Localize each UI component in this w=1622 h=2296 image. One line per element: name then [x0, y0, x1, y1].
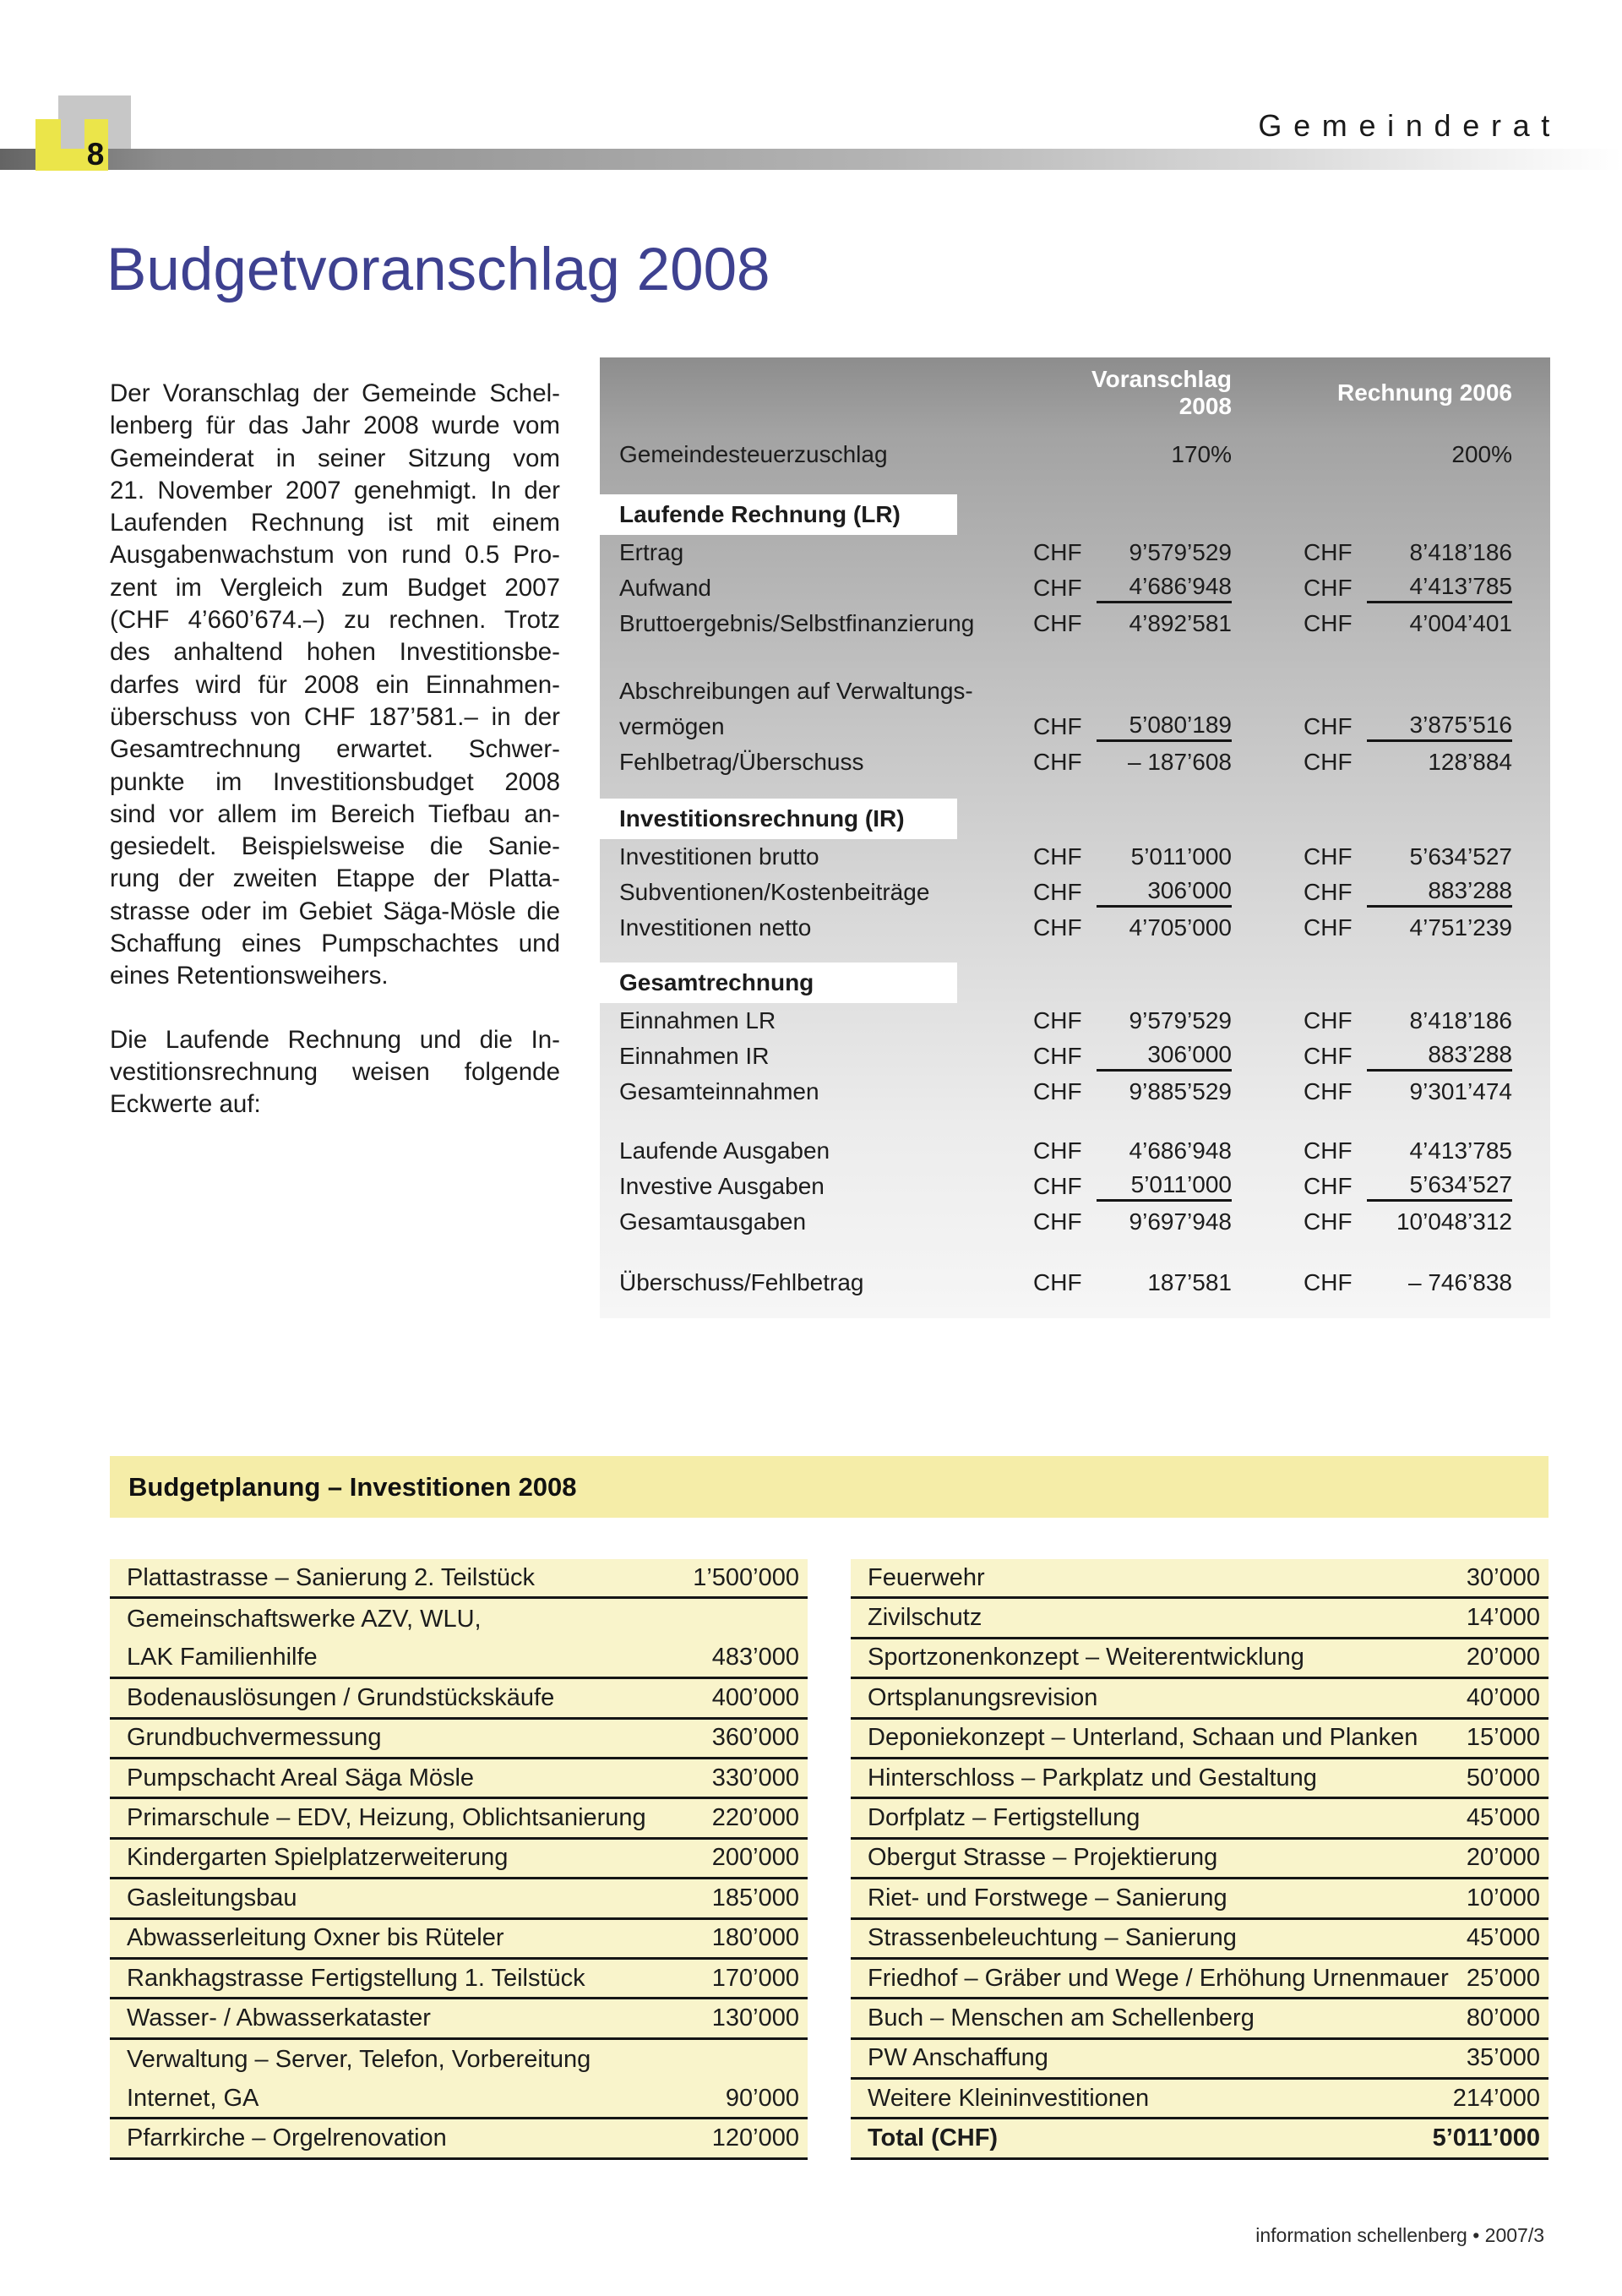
row-label: Subventionen/Kostenbeiträge	[619, 879, 930, 905]
col-header-voranschlag-2008: Voranschlag 2008	[1091, 366, 1232, 419]
row-label: Bruttoergebnis/Selbstfinanzierung	[619, 610, 975, 636]
row-value-2008: 4’686’948	[1129, 1137, 1232, 1164]
invest-row	[110, 2040, 808, 2120]
row-label: vermögen	[619, 713, 725, 739]
invest-value: 45’000	[1466, 1924, 1540, 1952]
row-label: Überschuss/Fehlbetrag	[619, 1269, 864, 1295]
row-value-2006: 200%	[1451, 441, 1512, 467]
budget-row	[619, 709, 1512, 744]
invest-row	[110, 1879, 808, 1919]
currency-label: CHF	[1304, 1043, 1353, 1069]
invest-value: 214’000	[1452, 2084, 1540, 2112]
body-line: Eckwerte auf:	[110, 1090, 261, 1119]
currency-label: CHF	[1033, 914, 1082, 941]
currency-label: CHF	[1304, 1269, 1353, 1295]
invest-row	[110, 1920, 808, 1960]
invest-label: Zivilschutz	[868, 1604, 982, 1632]
row-label: Einnahmen LR	[619, 1007, 776, 1033]
invest-row	[851, 1840, 1549, 1879]
currency-label: CHF	[1304, 713, 1353, 739]
row-label: Investitionen brutto	[619, 843, 819, 870]
col-header-rechnung-2006: Rechnung 2006	[1337, 379, 1512, 406]
invest-row	[851, 1999, 1549, 2039]
row-value-2006: 10’048’312	[1396, 1208, 1512, 1235]
budget-row	[619, 570, 1512, 606]
currency-label: CHF	[1033, 879, 1082, 905]
row-value-2006: 8’418’186	[1409, 539, 1512, 565]
body-line: gesiedelt. Beispielsweise die Sanie-	[110, 832, 560, 861]
body-line: Die Laufende Rechnung und die In-	[110, 1025, 560, 1054]
row-value-2006: 8’418’186	[1409, 1007, 1512, 1033]
budget-row	[619, 1133, 1512, 1169]
body-line: (CHF 4’660’674.–) zu rechnen. Trotz	[110, 606, 560, 635]
invest-value: 1’500’000	[693, 1563, 799, 1591]
currency-label: CHF	[1304, 749, 1353, 775]
intro-paragraph	[110, 378, 560, 993]
section-band: Laufende Rechnung (LR)	[600, 494, 957, 535]
invest-row	[851, 1599, 1549, 1639]
budget-row	[619, 535, 1512, 570]
body-line: strasse oder im Gebiet Säga-Mösle die	[110, 897, 560, 925]
currency-label: CHF	[1033, 713, 1082, 739]
budget-row	[619, 1265, 1512, 1301]
invest-value: 483’000	[711, 1644, 799, 1672]
invest-value: 170’000	[711, 1964, 799, 1992]
currency-label: CHF	[1304, 843, 1353, 870]
page-title: Budgetvoranschlag 2008	[106, 237, 770, 303]
currency-label: CHF	[1304, 1208, 1353, 1235]
currency-label: CHF	[1033, 1269, 1082, 1295]
intro-paragraph	[110, 1024, 560, 1121]
section-band: Gesamtrechnung	[600, 963, 957, 1003]
row-value-2008: 9’579’529	[1129, 539, 1232, 565]
body-line: zent im Vergleich zum Budget 2007	[110, 573, 560, 602]
currency-label: CHF	[1033, 1137, 1082, 1164]
invest-value: 14’000	[1466, 1604, 1540, 1632]
row-value-2006: 4’004’401	[1409, 610, 1512, 636]
budget-row	[619, 1039, 1512, 1074]
currency-label: CHF	[1033, 575, 1082, 601]
invest-value: 20’000	[1466, 1644, 1540, 1672]
body-line: des anhaltend hohen Investitionsbe-	[110, 638, 560, 667]
budget-row	[619, 839, 1512, 875]
invest-value: 180’000	[711, 1924, 799, 1952]
invest-value: 20’000	[1466, 1844, 1540, 1872]
body-line: Der Voranschlag der Gemeinde Schel-	[110, 379, 560, 407]
invest-label: Kindergarten Spielplatzerweiterung	[127, 1844, 509, 1872]
invest-value: 80’000	[1466, 2004, 1540, 2031]
invest-value: 185’000	[711, 1884, 799, 1912]
page-number-badge: 8	[86, 137, 105, 172]
invest-label: Sportzonenkonzept – Weiterentwicklung	[868, 1644, 1304, 1672]
invest-label: Wasser- / Abwasserkataster	[127, 2004, 431, 2031]
invest-value: 30’000	[1466, 1563, 1540, 1591]
invest-value: 120’000	[711, 2124, 799, 2152]
invest-label: Primarschule – EDV, Heizung, Oblichtsanierung	[127, 1804, 646, 1832]
invest-label: PW Anschaffung	[868, 2044, 1048, 2072]
intro-text-column	[110, 378, 560, 1153]
row-label: Gesamtausgaben	[619, 1208, 807, 1235]
currency-label: CHF	[1304, 539, 1353, 565]
currency-label: CHF	[1304, 1137, 1353, 1164]
section-label: Gemeinderat	[1258, 108, 1561, 143]
invest-row	[851, 1559, 1549, 1599]
invest-label: Riet- und Forstwege – Sanierung	[868, 1884, 1227, 1912]
invest-label: Pumpschacht Areal Säga Mösle	[127, 1764, 475, 1792]
row-value-2008: – 187’608	[1127, 749, 1232, 775]
invest-row	[110, 1960, 808, 1999]
currency-label: CHF	[1304, 914, 1353, 941]
invest-row	[110, 1799, 808, 1839]
budget-row	[619, 744, 1512, 780]
invest-label: Gasleitungsbau	[127, 1884, 297, 1912]
body-line: darfes wird für 2008 ein Einnahmen-	[110, 670, 560, 699]
row-label: Fehlbetrag/Überschuss	[619, 749, 864, 775]
row-label: Investive Ausgaben	[619, 1173, 825, 1199]
currency-label: CHF	[1033, 610, 1082, 636]
currency-label: CHF	[1304, 1173, 1353, 1199]
budget-row	[619, 1169, 1512, 1204]
row-value-2008: 9’697’948	[1129, 1208, 1232, 1235]
row-value-2006: 883’288	[1367, 877, 1512, 908]
invest-value: 360’000	[711, 1724, 799, 1752]
invest-row	[110, 1999, 808, 2039]
invest-value: 50’000	[1466, 1764, 1540, 1792]
invest-value: 220’000	[711, 1804, 799, 1832]
row-value-2008: 170%	[1171, 441, 1232, 467]
budget-row	[619, 1074, 1512, 1110]
row-value-2008: 9’885’529	[1129, 1078, 1232, 1104]
budget-row	[619, 875, 1512, 910]
currency-label: CHF	[1304, 879, 1353, 905]
body-line: Laufenden Rechnung ist mit einem	[110, 509, 560, 537]
row-label: Investitionen netto	[619, 914, 812, 941]
body-line: 21. November 2007 genehmigt. In der	[110, 476, 560, 504]
invest-row	[110, 1559, 808, 1599]
body-line: eines Retentionsweihers.	[110, 962, 389, 990]
currency-label: CHF	[1304, 610, 1353, 636]
investments-table-left	[110, 1559, 808, 2160]
body-line: Gesamtrechnung erwartet. Schwer-	[110, 735, 560, 764]
currency-label: CHF	[1033, 1043, 1082, 1069]
invest-label: Verwaltung – Server, Telefon, Vorbereitung	[127, 2045, 591, 2073]
row-value-2006: 5’634’527	[1409, 843, 1512, 870]
invest-row	[851, 2119, 1549, 2159]
invest-label: Pfarrkirche – Orgelrenovation	[127, 2124, 447, 2152]
header-gradient-bar	[0, 149, 1622, 170]
invest-row	[851, 1920, 1549, 1960]
row-value-2006: 5’634’527	[1367, 1171, 1512, 1202]
invest-label: Obergut Strasse – Projektierung	[868, 1844, 1218, 1872]
budget-row	[619, 910, 1512, 946]
invest-row	[851, 1720, 1549, 1759]
budget-table-header	[619, 366, 1512, 419]
body-line: sind vor allem im Bereich Tiefbau an-	[110, 799, 560, 828]
row-label: Gemeindesteuerzuschlag	[619, 441, 888, 467]
currency-label: CHF	[1033, 1173, 1082, 1199]
investments-title: Budgetplanung – Investitionen 2008	[128, 1471, 577, 1502]
currency-label: CHF	[1033, 1078, 1082, 1104]
invest-label: Feuerwehr	[868, 1563, 985, 1591]
invest-label: Deponiekonzept – Unterland, Schaan und Planken	[868, 1724, 1418, 1752]
body-line: punkte im Investitionsbudget 2008	[110, 767, 560, 796]
budget-row	[619, 674, 1512, 709]
invest-label: Plattastrasse – Sanierung 2. Teilstück	[127, 1563, 536, 1591]
invest-value: 45’000	[1466, 1804, 1540, 1832]
row-label: Gesamteinnahmen	[619, 1078, 819, 1104]
invest-row	[851, 1960, 1549, 1999]
row-value-2008: 4’705’000	[1129, 914, 1232, 941]
invest-label: LAK Familienhilfe	[127, 1644, 318, 1672]
section-band: Investitionsrechnung (IR)	[600, 799, 957, 839]
row-value-2006: 3’875’516	[1367, 712, 1512, 742]
body-line: Ausgabenwachstum von rund 0.5 Pro-	[110, 541, 560, 570]
row-value-2008: 5’011’000	[1130, 843, 1232, 870]
row-label: Abschreibungen auf Verwaltungs-	[619, 678, 973, 704]
budget-table-rows	[619, 437, 1512, 1301]
row-value-2008: 5’011’000	[1097, 1171, 1232, 1202]
invest-row	[110, 1720, 808, 1759]
row-label: Ertrag	[619, 539, 684, 565]
currency-label: CHF	[1033, 843, 1082, 870]
investments-title-band	[110, 1456, 1549, 1518]
row-label: Aufwand	[619, 575, 711, 601]
invest-row	[851, 2080, 1549, 2119]
invest-row	[110, 1599, 808, 1679]
currency-label: CHF	[1033, 1208, 1082, 1235]
row-label: Laufende Ausgaben	[619, 1137, 830, 1164]
invest-value: 40’000	[1466, 1683, 1540, 1711]
currency-label: CHF	[1304, 1078, 1353, 1104]
invest-value: 130’000	[711, 2004, 799, 2031]
invest-label: Bodenauslösungen / Grundstückskäufe	[127, 1683, 555, 1711]
invest-value: 35’000	[1466, 2044, 1540, 2072]
body-line: Gemeinderat in seiner Sitzung vom	[110, 444, 560, 472]
row-value-2006: 4’413’785	[1367, 573, 1512, 603]
invest-label: Abwasserleitung Oxner bis Rüteler	[127, 1924, 504, 1952]
invest-label: Grundbuchvermessung	[127, 1724, 382, 1752]
invest-label: Buch – Menschen am Schellenberg	[868, 2004, 1255, 2031]
invest-label: Rankhagstrasse Fertigstellung 1. Teilstück	[127, 1964, 585, 1992]
currency-label: CHF	[1033, 1007, 1082, 1033]
budget-summary-table	[600, 357, 1550, 1318]
body-line: vestitionsrechnung weisen folgende	[110, 1057, 560, 1086]
currency-label: CHF	[1304, 1007, 1353, 1033]
invest-row	[851, 1639, 1549, 1679]
invest-row	[851, 1759, 1549, 1799]
invest-value: 15’000	[1466, 1724, 1540, 1752]
row-value-2006: – 746’838	[1407, 1269, 1512, 1295]
budget-row	[619, 437, 1512, 472]
invest-label: Gemeinschaftswerke AZV, WLU,	[127, 1605, 482, 1633]
row-value-2008: 187’581	[1147, 1269, 1232, 1295]
invest-value: 330’000	[711, 1764, 799, 1792]
row-value-2008: 9’579’529	[1129, 1007, 1232, 1033]
invest-label: Hinterschloss – Parkplatz und Gestaltung	[868, 1764, 1317, 1792]
invest-label: Total (CHF)	[868, 2124, 999, 2152]
invest-row	[110, 1759, 808, 1799]
invest-row	[110, 1679, 808, 1719]
row-value-2008: 4’892’581	[1129, 610, 1232, 636]
currency-label: CHF	[1033, 749, 1082, 775]
invest-row	[110, 2119, 808, 2159]
row-value-2006: 883’288	[1367, 1041, 1512, 1072]
investments-table-right	[851, 1559, 1549, 2160]
invest-value: 5’011’000	[1432, 2124, 1540, 2152]
currency-label: CHF	[1033, 539, 1082, 565]
invest-label: Ortsplanungsrevision	[868, 1683, 1098, 1711]
row-value-2008: 306’000	[1097, 1041, 1232, 1072]
page-footer: information schellenberg • 2007/3	[1255, 2224, 1544, 2246]
row-value-2008: 5’080’189	[1097, 712, 1232, 742]
row-value-2006: 4’751’239	[1409, 914, 1512, 941]
row-value-2008: 306’000	[1097, 877, 1232, 908]
invest-value: 400’000	[711, 1683, 799, 1711]
row-label: Einnahmen IR	[619, 1043, 770, 1069]
row-value-2006: 128’884	[1428, 749, 1512, 775]
invest-label: Dorfplatz – Fertigstellung	[868, 1804, 1140, 1832]
body-line: rung der zweiten Etappe der Platta-	[110, 864, 560, 893]
body-line: überschuss von CHF 187’581.– in der	[110, 702, 560, 731]
currency-label: CHF	[1304, 575, 1353, 601]
row-value-2006: 9’301’474	[1409, 1078, 1512, 1104]
invest-row	[851, 2040, 1549, 2080]
invest-row	[851, 1679, 1549, 1719]
invest-label: Strassenbeleuchtung – Sanierung	[868, 1924, 1237, 1952]
invest-row	[851, 1879, 1549, 1919]
row-value-2006: 4’413’785	[1409, 1137, 1512, 1164]
invest-value: 90’000	[725, 2084, 799, 2112]
body-line: Schaffung eines Pumpschachtes und	[110, 930, 560, 958]
invest-value: 200’000	[711, 1844, 799, 1872]
budget-row	[619, 606, 1512, 641]
invest-value: 10’000	[1466, 1884, 1540, 1912]
row-value-2008: 4’686’948	[1097, 573, 1232, 603]
invest-value: 25’000	[1466, 1964, 1540, 1992]
budget-row	[619, 1204, 1512, 1240]
body-line: lenberg für das Jahr 2008 wurde vom	[110, 412, 560, 440]
invest-label: Weitere Kleininvestitionen	[868, 2084, 1150, 2112]
logo-yellow-shape	[35, 119, 61, 171]
invest-label: Friedhof – Gräber und Wege / Erhöhung Urnenmauer	[868, 1964, 1449, 1992]
invest-row	[110, 1840, 808, 1879]
invest-label: Internet, GA	[127, 2084, 259, 2112]
invest-row	[851, 1799, 1549, 1839]
budget-row	[619, 1003, 1512, 1039]
